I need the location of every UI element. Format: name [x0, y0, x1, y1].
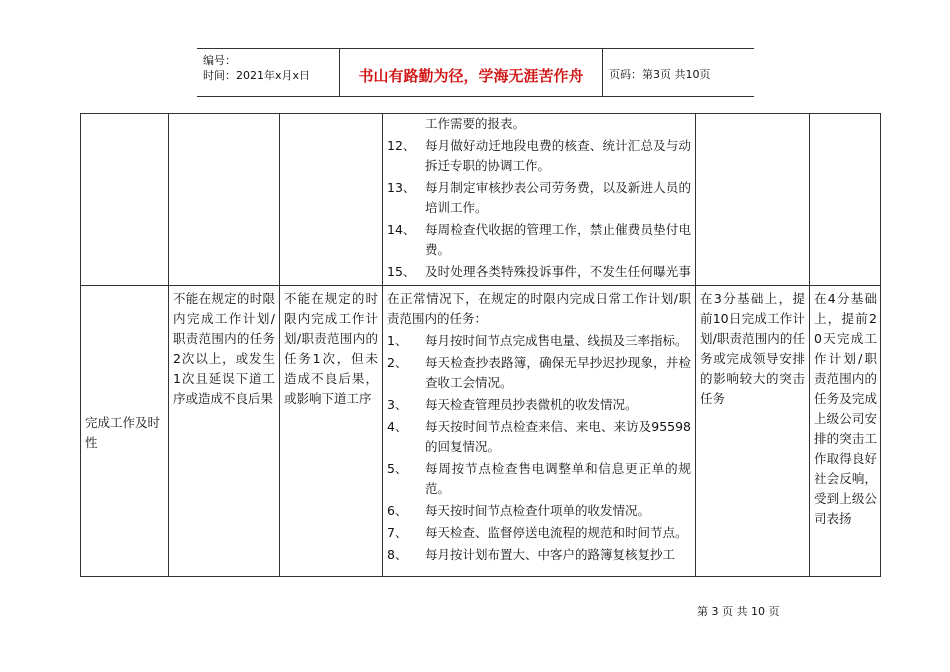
standards-cell-row1 [387, 114, 691, 284]
assessment-table [80, 113, 881, 577]
assessment-item-name: 完成工作及时性 [85, 415, 161, 450]
header-meta [197, 49, 340, 96]
table-col-divider [695, 113, 696, 577]
header-motto-cell [340, 49, 603, 96]
standards-cell-row2 [387, 289, 691, 575]
list-item: 5、 每周按节点检查售电调整单和信息更正单的规范。 [387, 461, 691, 496]
document-code: 编号： [203, 54, 236, 67]
score-2-criteria: 不能在规定的时限内完成工作计划/职责范围内的任务1次，但未造成不良后果，或影响下道工序 [284, 291, 378, 406]
table-row-divider [80, 285, 881, 286]
list-item: 14、 每周检查代收据的管理工作，禁止催费员垫付电费。 [387, 222, 691, 257]
document-time: 时间：2021年x月x日 [203, 69, 311, 82]
table-border-bottom [80, 576, 881, 577]
table-col-divider [382, 113, 383, 577]
table-col-divider [168, 113, 169, 577]
standards-intro: 在正常情况下，在规定的时限内完成日常工作计划/职责范围内的任务： [387, 291, 691, 326]
page-number: 页码：第3页 共10页 [609, 68, 711, 81]
page-header [197, 48, 754, 97]
list-item: 7、 每天检查、监督停送电流程的规范和时间节点。 [387, 525, 688, 540]
page-footer: 第 3 页 共 10 页 [697, 605, 780, 618]
score-1-criteria: 不能在规定的时限内完成工作计划/职责范围内的任务2次以上，或发生1次且延误下道工序或造成不良后果 [173, 291, 275, 406]
list-item: 1、 每月按时间节点完成售电量、线损及三率指标。 [387, 333, 688, 348]
table-col-divider [809, 113, 810, 577]
table-col-divider [279, 113, 280, 577]
list-item: 4、 每天按时间节点检查来信、来电、来访及95598的回复情况。 [387, 419, 691, 454]
table-border-right [880, 113, 881, 577]
list-item: 12、 每月做好动迁地段电费的核查、统计汇总及与动拆迁专职的协调工作。 [387, 138, 691, 173]
header-page-cell [603, 49, 754, 96]
list-item: 8、 每月按计划布置大、中客户的路簿复核复抄工 [387, 547, 676, 562]
score-4-criteria: 在3分基础上，提前10日完成工作计划/职责范围内的任务或完成领导安排的影响较大的突击任务 [700, 291, 805, 406]
list-item: 13、 每月制定审核抄表公司劳务费，以及新进人员的培训工作。 [387, 180, 691, 215]
list-item-continuation: 工作需要的报表。 [425, 116, 526, 131]
list-item: 2、 每天检查抄表路簿，确保无早抄迟抄现象，并检查收工会情况。 [387, 355, 691, 390]
list-item: 15、 及时处理各类特殊投诉事件，不发生任何曝光事 [387, 264, 691, 279]
score-5-criteria: 在4分基础上，提前20天完成工作计划/职责范围内的任务及完成上级公司安排的突击工作取得良好社会反响，受到上级公司表扬 [814, 291, 877, 526]
list-item: 6、 每天按时间节点检查什项单的收发情况。 [387, 503, 651, 518]
motto: 书山有路勤为径，学海无涯苦作舟 [358, 67, 584, 85]
table-border-left [80, 113, 81, 577]
list-item: 3、 每天检查管理员抄表微机的收发情况。 [387, 397, 638, 412]
